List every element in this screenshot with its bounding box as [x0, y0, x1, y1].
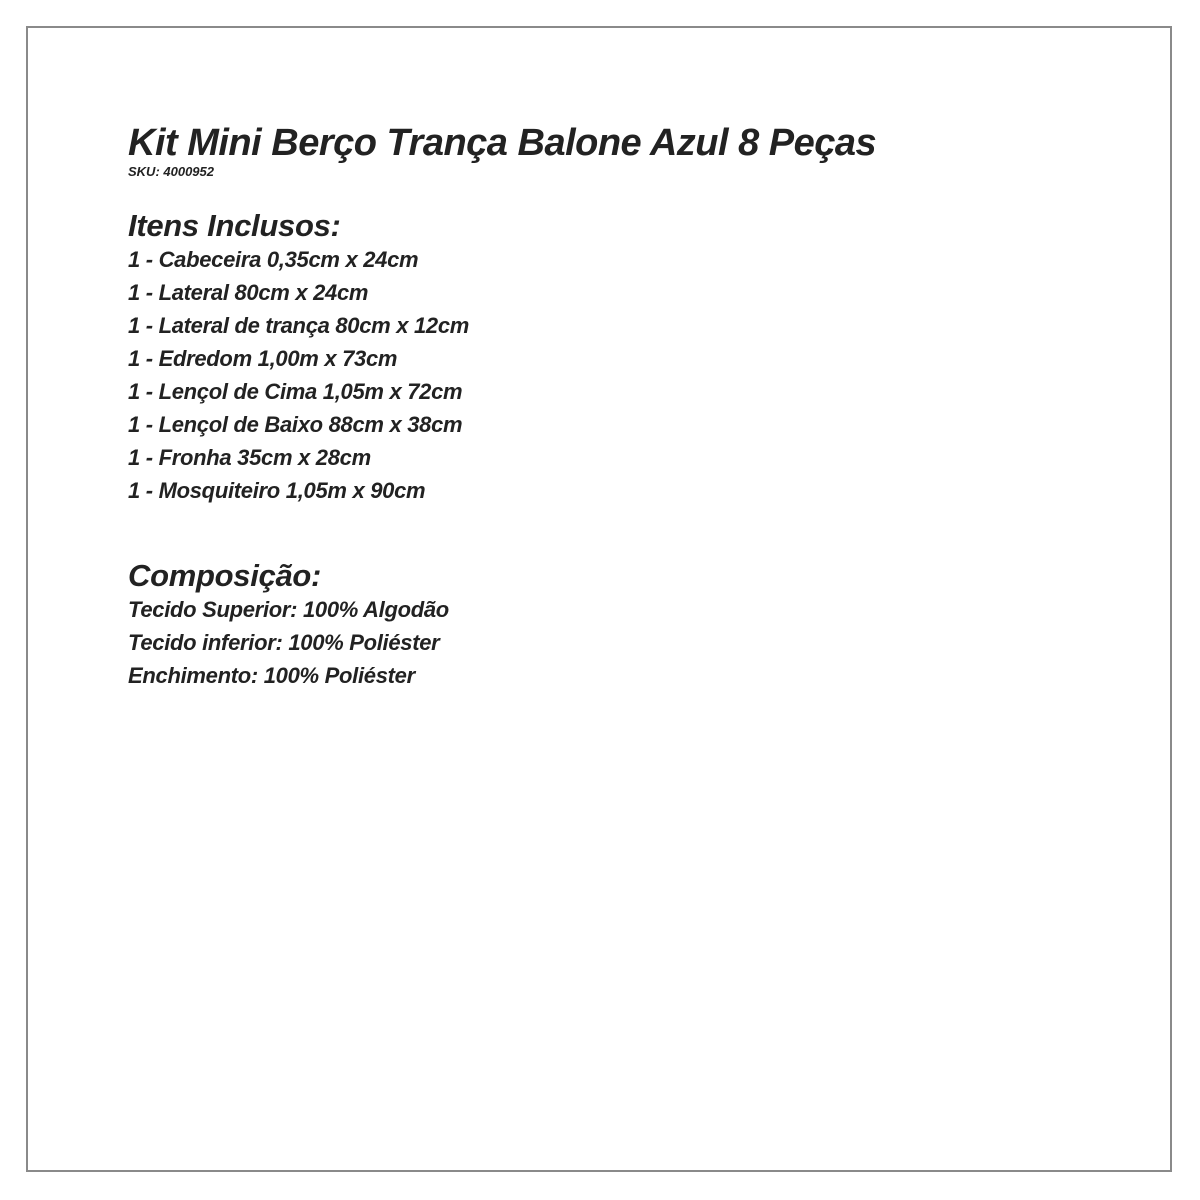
document-frame	[26, 26, 1172, 1172]
list-item: 1 - Fronha 35cm x 28cm	[128, 445, 371, 470]
composition-heading: Composição:	[128, 558, 322, 593]
items-heading: Itens Inclusos:	[128, 208, 341, 243]
composition-item: Enchimento: 100% Poliéster	[128, 663, 415, 688]
list-item: 1 - Cabeceira 0,35cm x 24cm	[128, 247, 419, 272]
list-item: 1 - Lençol de Baixo 88cm x 38cm	[128, 412, 463, 437]
list-item: 1 - Lateral de trança 80cm x 12cm	[128, 313, 470, 338]
composition-list	[128, 593, 1128, 692]
list-item: 1 - Edredom 1,00m x 73cm	[128, 346, 398, 371]
items-list	[128, 243, 1128, 507]
composition-item: Tecido Superior: 100% Algodão	[128, 597, 449, 622]
list-item: 1 - Mosquiteiro 1,05m x 90cm	[128, 478, 426, 503]
product-sku: SKU: 4000952	[128, 164, 214, 179]
list-item: 1 - Lençol de Cima 1,05m x 72cm	[128, 379, 463, 404]
list-item: 1 - Lateral 80cm x 24cm	[128, 280, 369, 305]
product-title: Kit Mini Berço Trança Balone Azul 8 Peças	[128, 122, 877, 164]
composition-item: Tecido inferior: 100% Poliéster	[128, 630, 440, 655]
product-description	[128, 120, 1128, 692]
